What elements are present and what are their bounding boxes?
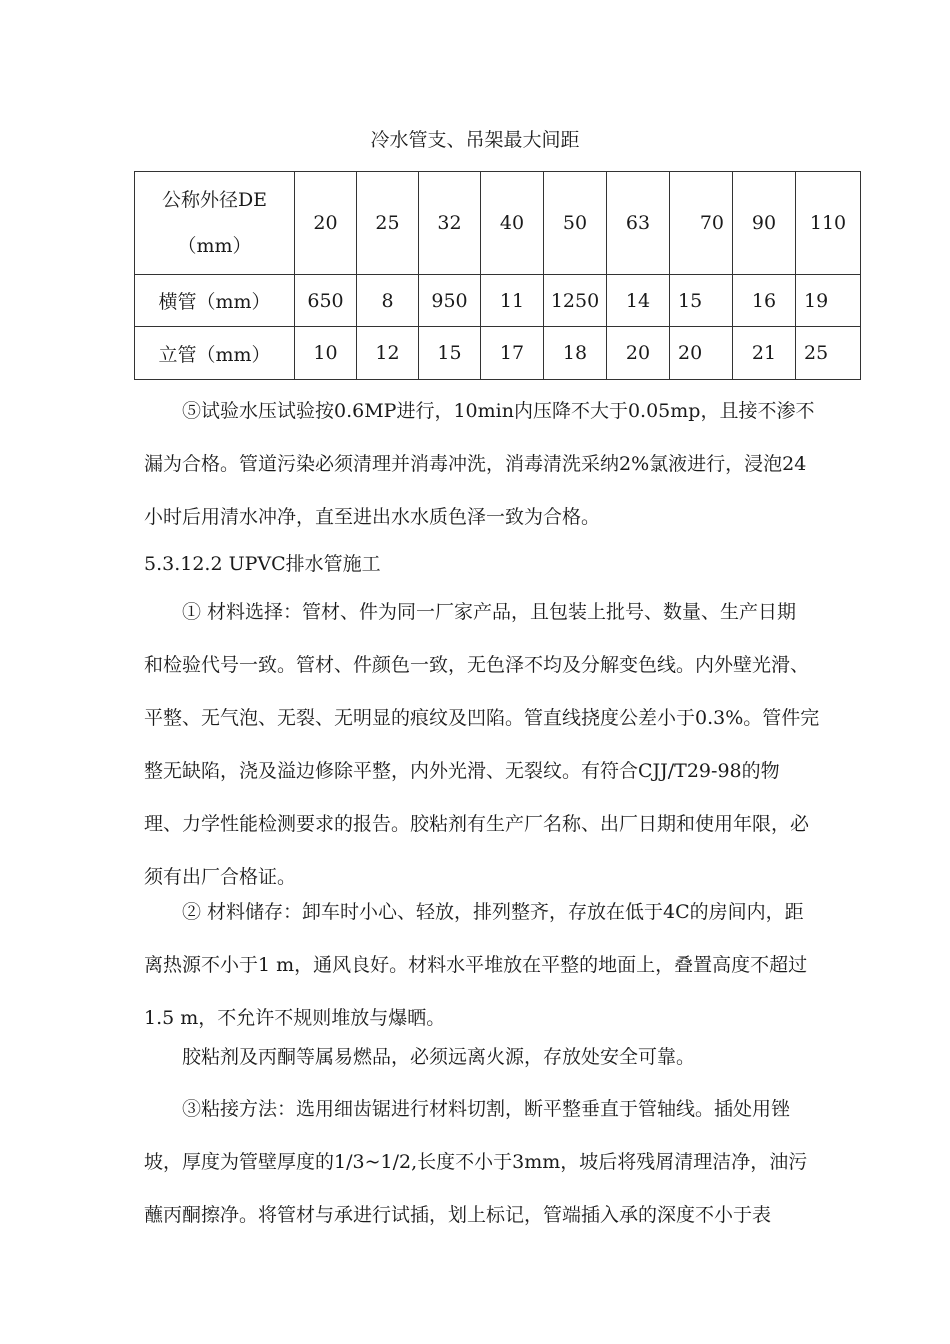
table-cell: 50 bbox=[544, 172, 607, 275]
text-line: 漏为合格。管道污染必须清理并消毒冲洗，消毒清洗采纳2%氯液进行，浸泡24 bbox=[144, 453, 807, 475]
table-cell: 90 bbox=[733, 172, 796, 275]
table-cell: 19 bbox=[796, 275, 861, 327]
text-line: ① 材料选择：管材、件为同一厂家产品，且包装上批号、数量、生产日期 bbox=[182, 601, 797, 623]
heading-text: 5.3.12.2 UPVC排水管施工 bbox=[144, 553, 381, 575]
section-heading bbox=[144, 538, 864, 591]
table-cell: 21 bbox=[733, 327, 796, 380]
table-row-diameter bbox=[135, 172, 861, 275]
table-cell: 8 bbox=[357, 275, 419, 327]
text-line: ② 材料储存：卸车时小心、轻放，排列整齐，存放在低于4C的房间内，距 bbox=[182, 901, 804, 923]
table-cell: 110 bbox=[796, 172, 861, 275]
text-line: 须有出厂合格证。 bbox=[144, 866, 297, 888]
text-line: ③粘接方法：选用细齿锯进行材料切割，断平整垂直于管轴线。插处用锉 bbox=[182, 1098, 791, 1120]
text-line: ⑤试验水压试验按0.6MP进行，10min内压降不大于0.05mp，且接不渗不 bbox=[182, 400, 815, 422]
table-cell: 10 bbox=[295, 327, 357, 380]
table-cell: 70 bbox=[670, 172, 733, 275]
row-header-diameter bbox=[135, 172, 295, 275]
pipe-support-spacing-table bbox=[134, 171, 861, 380]
table-cell: 25 bbox=[796, 327, 861, 380]
table-cell: 20 bbox=[607, 327, 670, 380]
text-line: 1.5 m，不允许不规则堆放与爆晒。 bbox=[144, 1007, 446, 1029]
table-cell: 15 bbox=[419, 327, 481, 380]
text-line: 整无缺陷，浇及溢边修除平整，内外光滑、无裂纹。有符合CJJ/T29-98的物 bbox=[144, 760, 780, 782]
paragraph-bonding-method bbox=[144, 1083, 864, 1242]
text-line: 蘸丙酮擦净。将管材与承进行试插，划上标记，管端插入承的深度不小于表 bbox=[144, 1204, 772, 1226]
table-cell: 16 bbox=[733, 275, 796, 327]
table-cell: 650 bbox=[295, 275, 357, 327]
paragraph-material-selection bbox=[144, 586, 864, 904]
text-line: 理、力学性能检测要求的报告。胶粘剂有生产厂名称、出厂日期和使用年限，必 bbox=[144, 813, 810, 835]
paragraph-pressure-test bbox=[144, 385, 864, 544]
table-cell: 25 bbox=[357, 172, 419, 275]
table-cell: 15 bbox=[670, 275, 733, 327]
table-cell: 17 bbox=[481, 327, 544, 380]
text-line: 小时后用清水冲净，直至进出水水质色泽一致为合格。 bbox=[144, 506, 601, 528]
text-line: 坡，厚度为管壁厚度的1/3~1/2,长度不小于3mm，坡后将残屑清理洁净，油污 bbox=[144, 1151, 808, 1173]
row-header-diameter-line1: 公称外径DE bbox=[161, 189, 268, 211]
table-cell: 11 bbox=[481, 275, 544, 327]
table-cell: 18 bbox=[544, 327, 607, 380]
paragraph-material-storage bbox=[144, 886, 864, 1045]
paragraph-flammables bbox=[144, 1031, 864, 1084]
row-header-vertical: 立管（mm） bbox=[135, 327, 295, 380]
text-line: 平整、无气泡、无裂、无明显的痕纹及凹陷。管直线挠度公差小于0.3%。管件完 bbox=[144, 707, 820, 729]
text-line: 胶粘剂及丙酮等属易燃品，必须远离火源，存放处安全可靠。 bbox=[182, 1046, 696, 1068]
table-caption: 冷水管支、吊架最大间距 bbox=[370, 129, 580, 151]
text-line: 离热源不小于1 m，通风良好。材料水平堆放在平整的地面上，叠置高度不超过 bbox=[144, 954, 808, 976]
row-header-diameter-line2: （mm） bbox=[177, 235, 252, 257]
row-header-horizontal: 横管（mm） bbox=[135, 275, 295, 327]
table-cell: 1250 bbox=[544, 275, 607, 327]
table-cell: 40 bbox=[481, 172, 544, 275]
table-cell: 63 bbox=[607, 172, 670, 275]
table-cell: 32 bbox=[419, 172, 481, 275]
table-row-vertical bbox=[135, 327, 861, 380]
table-cell: 14 bbox=[607, 275, 670, 327]
text-line: 和检验代号一致。管材、件颜色一致，无色泽不均及分解变色线。内外壁光滑、 bbox=[144, 654, 810, 676]
table-cell: 20 bbox=[670, 327, 733, 380]
table-cell: 20 bbox=[295, 172, 357, 275]
table-cell: 950 bbox=[419, 275, 481, 327]
table-cell: 12 bbox=[357, 327, 419, 380]
table-row-horizontal bbox=[135, 275, 861, 327]
